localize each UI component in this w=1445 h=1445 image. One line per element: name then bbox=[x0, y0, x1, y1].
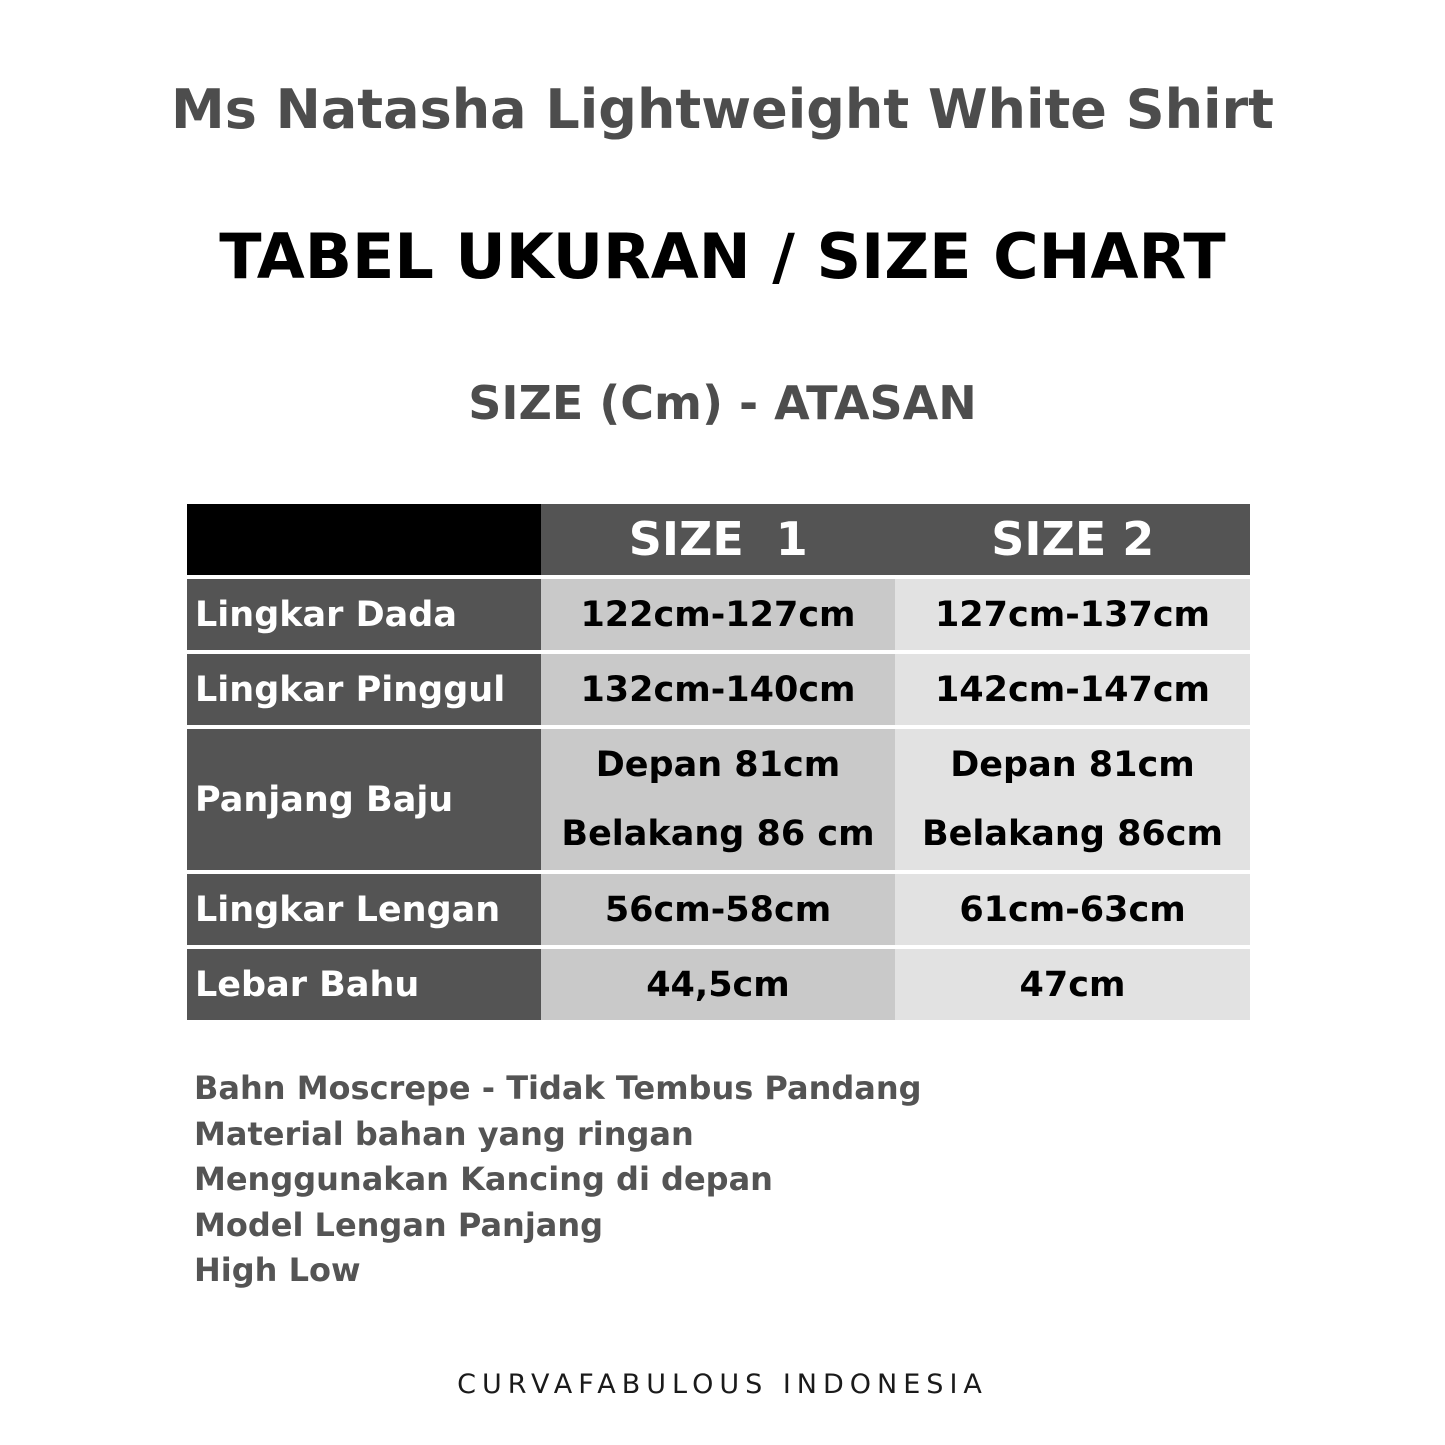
size-2-back-length: Belakang 86cm bbox=[921, 813, 1223, 854]
size-1-header: SIZE 1 bbox=[628, 512, 808, 566]
size-header-group bbox=[541, 504, 1250, 575]
row-label: Lingkar Pinggul bbox=[187, 654, 541, 725]
note-item: Menggunakan Kancing di depan bbox=[194, 1160, 773, 1198]
table-row-lingkar-lengan bbox=[187, 874, 1250, 945]
size-2-header: SIZE 2 bbox=[991, 512, 1155, 566]
size-2-value: 61cm-63cm bbox=[895, 874, 1250, 945]
table-corner-cell bbox=[187, 504, 541, 575]
size-2-value: 127cm-137cm bbox=[895, 579, 1250, 650]
table-row-lingkar-dada bbox=[187, 579, 1250, 650]
size-2-value: 47cm bbox=[895, 949, 1250, 1020]
note-item: High Low bbox=[194, 1251, 361, 1289]
note-item: Material bahan yang ringan bbox=[194, 1114, 694, 1153]
brand-footer: CURVAFABULOUS INDONESIA bbox=[457, 1369, 988, 1400]
row-label: Lebar Bahu bbox=[187, 949, 541, 1020]
row-label: Panjang Baju bbox=[187, 729, 541, 870]
section-title: SIZE (Cm) - ATASAN bbox=[468, 376, 977, 430]
size-1-value: 56cm-58cm bbox=[541, 874, 895, 945]
size-1-value: 122cm-127cm bbox=[541, 579, 895, 650]
table-row-lebar-bahu bbox=[187, 949, 1250, 1020]
size-1-value bbox=[541, 729, 895, 870]
note-item: Model Lengan Panjang bbox=[194, 1205, 604, 1244]
table-row-panjang-baju bbox=[187, 729, 1250, 870]
table-row-lingkar-pinggul bbox=[187, 654, 1250, 725]
size-table bbox=[187, 504, 1250, 1020]
row-label: Lingkar Dada bbox=[187, 579, 541, 650]
size-1-back-length: Belakang 86 cm bbox=[561, 813, 875, 854]
size-2-front-length: Depan 81cm bbox=[950, 745, 1195, 786]
note-item: Bahn Moscrepe - Tidak Tembus Pandang bbox=[194, 1069, 922, 1107]
size-1-value: 44,5cm bbox=[541, 949, 895, 1020]
product-title: Ms Natasha Lightweight White Shirt bbox=[171, 78, 1274, 141]
chart-title: TABEL UKURAN / SIZE CHART bbox=[219, 220, 1226, 293]
size-2-value: 142cm-147cm bbox=[895, 654, 1250, 725]
size-1-front-length: Depan 81cm bbox=[595, 745, 841, 786]
product-notes bbox=[194, 1066, 922, 1294]
size-1-value: 132cm-140cm bbox=[541, 654, 895, 725]
table-header-row bbox=[187, 504, 1250, 575]
size-2-value bbox=[895, 729, 1250, 870]
row-label: Lingkar Lengan bbox=[187, 874, 541, 945]
